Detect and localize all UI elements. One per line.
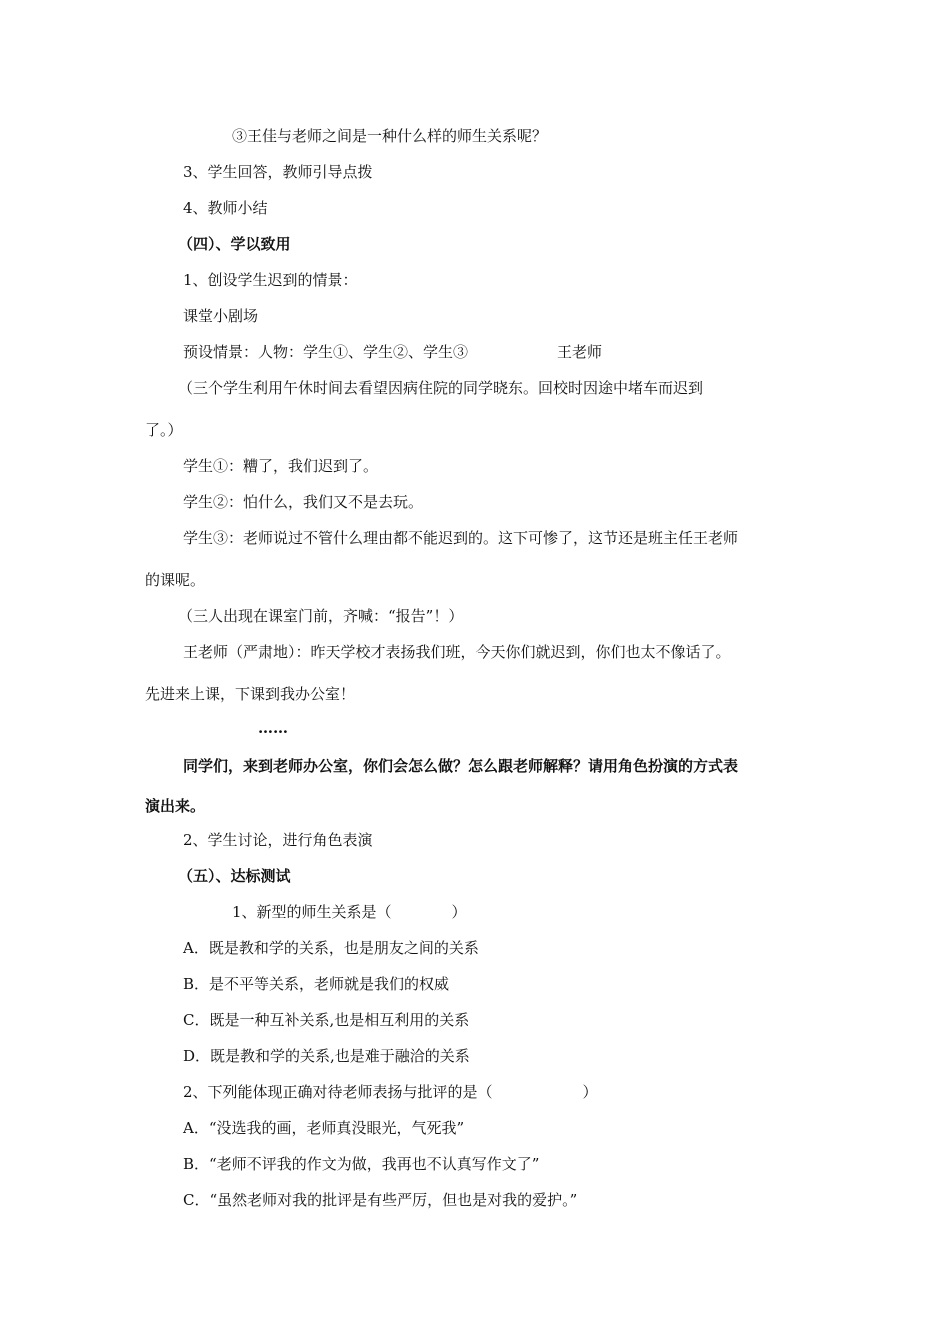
- quiz-q1-option-d: D．既是教和学的关系,也是难于融洽的关系: [183, 1047, 470, 1065]
- scenario-description-end: 了。）: [145, 421, 183, 439]
- quiz-question-2: 2、下列能体现正确对待老师表扬与批评的是（ ）: [183, 1083, 598, 1101]
- dialogue-student-3: 学生③：老师说过不管什么理由都不能迟到的。这下可惨了，这节还是班主任王老师: [183, 529, 739, 547]
- dialogue-teacher: 王老师（严肃地）：昨天学校才表扬我们班，今天你们就迟到，你们也太不像话了。: [183, 643, 731, 661]
- dialogue-student-3-end: 的课呢。: [145, 571, 206, 589]
- question-3-wangjia: ③王佳与老师之间是一种什么样的师生关系呢？: [232, 127, 548, 145]
- section-heading-4: （四）、学以致用: [178, 235, 291, 253]
- section-heading-5: （五）、达标测试: [178, 867, 291, 885]
- stage-direction: （三人出现在课室门前，齐喊：“报告”！）: [178, 607, 464, 625]
- role-play-prompt-end: 演出来。: [145, 797, 206, 815]
- scenario-teacher-name: 王老师: [557, 343, 603, 361]
- ellipsis: ……: [258, 719, 288, 737]
- step-3-student-answer: 3、学生回答，教师引导点拨: [183, 163, 373, 181]
- quiz-q2-option-a: A．“没选我的画，老师真没眼光，气死我”: [183, 1119, 465, 1137]
- dialogue-teacher-end: 先进来上课，下课到我办公室！: [145, 685, 356, 703]
- step-4-teacher-summary: 4、教师小结: [183, 199, 268, 217]
- role-play-prompt: 同学们，来到老师办公室，你们会怎么做？怎么跟老师解释？请用角色扮演的方式表: [183, 757, 739, 775]
- quiz-q1-option-b: B．是不平等关系，老师就是我们的权威: [183, 975, 450, 993]
- classroom-theater-title: 课堂小剧场: [183, 307, 259, 325]
- quiz-q2-option-c: C．“虽然老师对我的批评是有些严厉，但也是对我的爱护。”: [183, 1191, 578, 1209]
- quiz-q2-option-b: B．“老师不评我的作文为做，我再也不认真写作文了”: [183, 1155, 540, 1173]
- quiz-q1-option-a: A．既是教和学的关系，也是朋友之间的关系: [183, 939, 479, 957]
- item-2-discussion: 2、学生讨论，进行角色表演: [183, 831, 373, 849]
- dialogue-student-2: 学生②：怕什么，我们又不是去玩。: [183, 493, 424, 511]
- scenario-description: （三个学生利用午休时间去看望因病住院的同学晓东。回校时因途中堵车而迟到: [178, 379, 704, 397]
- item-1-create-scenario: 1、创设学生迟到的情景：: [183, 271, 358, 289]
- quiz-question-1: 1、新型的师生关系是（ ）: [232, 903, 467, 921]
- quiz-q1-option-c: C．既是一种互补关系,也是相互利用的关系: [183, 1011, 470, 1029]
- dialogue-student-1: 学生①：糟了，我们迟到了。: [183, 457, 379, 475]
- scenario-characters: 预设情景：人物：学生①、学生②、学生③: [183, 343, 469, 361]
